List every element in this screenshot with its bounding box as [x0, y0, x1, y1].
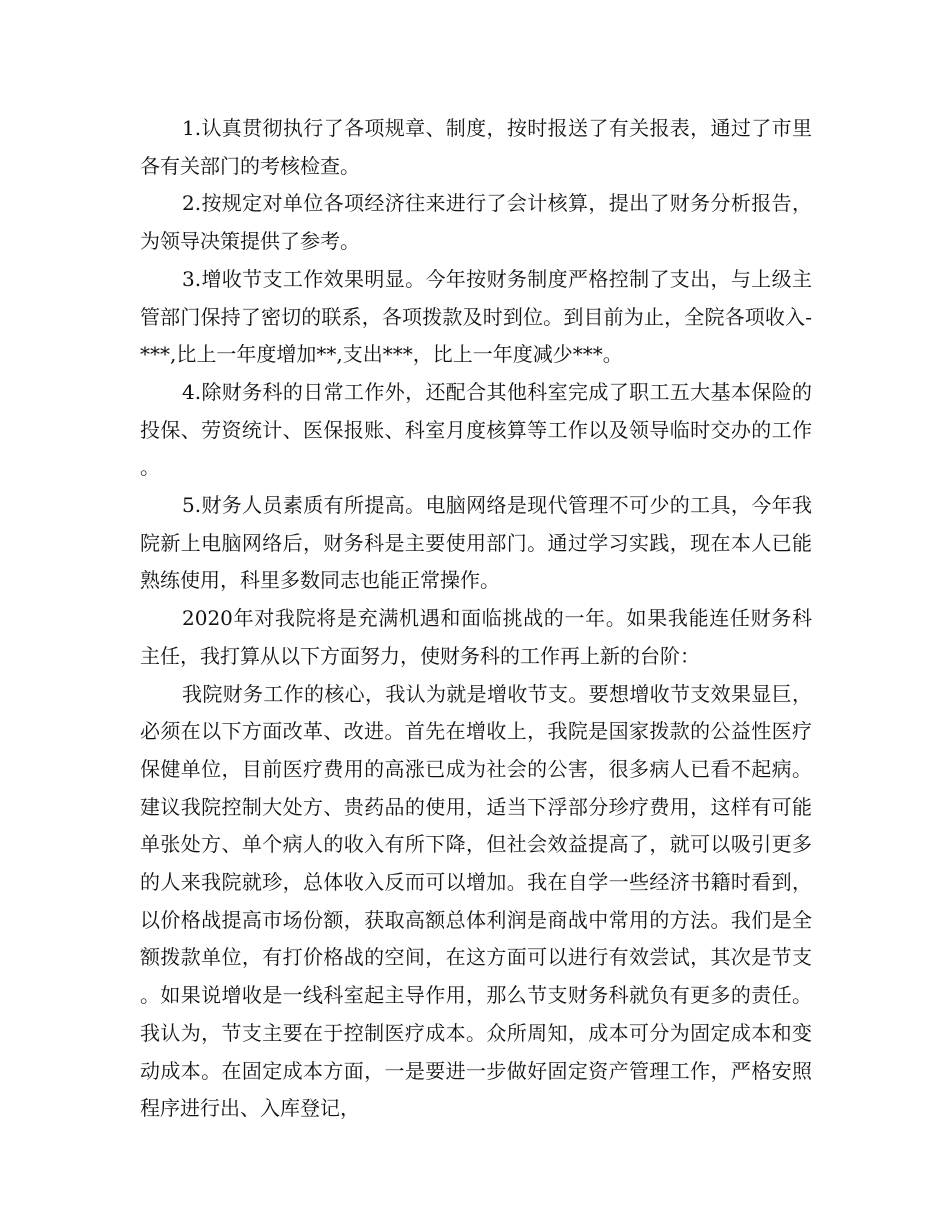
paragraph-plan-intro: 2020年对我院将是充满机遇和面临挑战的一年。如果我能连任财务科主任，我打算从以下方面努力，使财务科的工作再上新的台阶：	[140, 606, 812, 668]
paragraph-item-1: 1.认真贯彻执行了各项规章、制度，按时报送了有关报表，通过了市里各有关部门的考核检查。	[140, 116, 812, 178]
paragraph-item-4: 4.除财务科的日常工作外，还配合其他科室完成了职工五大基本保险的投保、劳资统计、医保报账、科室月度核算等工作以及领导临时交办的工作。	[140, 379, 812, 480]
paragraph-item-2: 2.按规定对单位各项经济往来进行了会计核算，提出了财务分析报告，为领导决策提供了参考。	[140, 191, 812, 254]
document-body	[140, 110, 812, 1128]
paragraph-core-work: 我院财务工作的核心，我认为就是增收节支。要想增收节支效果显巨，必须在以下方面改革、改进。首先在增收上，我院是国家拨款的公益性医疗保健单位，目前医疗费用的高涨已成为社会的公害，很多病人已看不起病。建议我院控制大处方、贵药品的使用，适当下浮部分珍疗费用，这样有可能单张处方、单个病人的收入有所下降，但社会效益提高了，就可以吸引更多的人来我院就珍，总体收入反而可以增加。我在自学一些经济书籍时看到，以价格战提高市场份额，获取高额总体利润是商战中常用的方法。我们是全额拨款单位，有打价格战的空间，在这方面可以进行有效尝试，其次是节支。如果说增收是一线科室起主导作用，那么节支财务科就负有更多的责任。我认为，节支主要在于控制医疗成本。众所周知，成本可分为固定成本和变动成本。在固定成本方面，一是要进一步做好固定资产管理工作，严格安照程序进行出、入库登记，	[140, 681, 812, 1121]
paragraph-item-3: 3.增收节支工作效果明显。今年按财务制度严格控制了支出，与上级主管部门保持了密切的联系，各项拨款及时到位。到目前为止，全院各项收入-***,比上一年度增加**,支出***，比上一年度减少***。	[140, 266, 812, 367]
paragraph-item-5: 5.财务人员素质有所提高。电脑网络是现代管理不可少的工具，今年我院新上电脑网络后，财务科是主要使用部门。通过学习实践，现在本人已能熟练使用，科里多数同志也能正常操作。	[140, 493, 812, 593]
